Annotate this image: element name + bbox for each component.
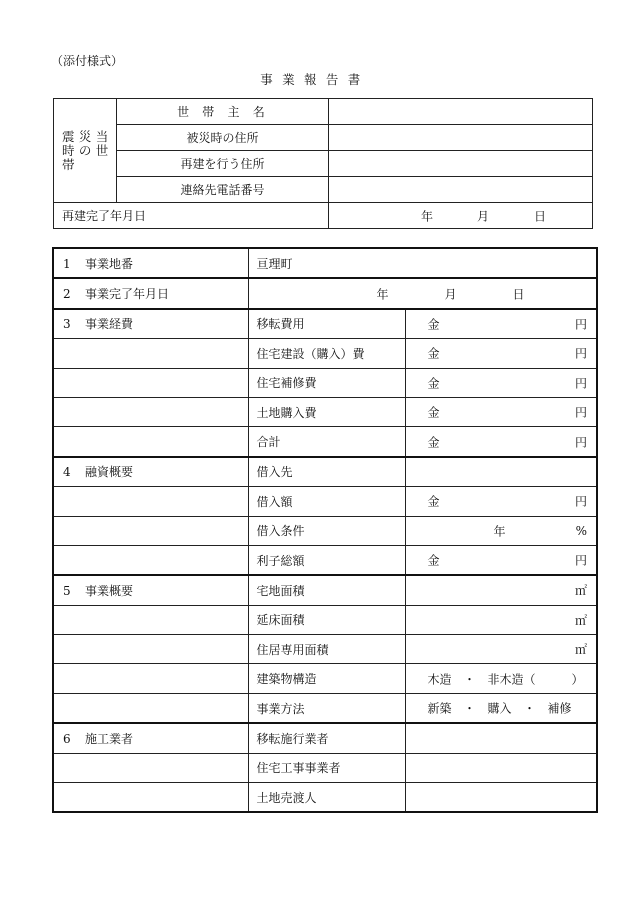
area-field[interactable] — [405, 575, 597, 605]
date-year: 年 — [376, 287, 389, 302]
document-title: 事業報告書 — [260, 72, 370, 87]
amount-prefix: 金 — [427, 405, 440, 420]
method-choice[interactable] — [405, 693, 597, 723]
section-label — [53, 248, 248, 278]
loan-terms-field[interactable] — [405, 516, 597, 545]
household-head-value[interactable] — [329, 99, 593, 125]
amount-field[interactable] — [405, 427, 597, 457]
project-table — [52, 247, 598, 813]
item-label: 延床面積 — [248, 605, 405, 634]
area-field[interactable] — [405, 605, 597, 634]
lender-field[interactable] — [405, 457, 597, 487]
terms-year-unit: 年 — [493, 524, 506, 539]
contractor-field[interactable] — [405, 783, 597, 813]
item-label: 借入条件 — [248, 516, 405, 545]
section-number: 2 — [63, 287, 71, 302]
structure-options: 木造 ・ 非木造（ ） — [427, 672, 584, 687]
area-unit: ㎡ — [575, 613, 588, 628]
amount-prefix: 金 — [427, 494, 440, 509]
section-title: 事業地番 — [85, 256, 134, 271]
item-label: 住居専用面積 — [248, 635, 405, 664]
section-label — [53, 457, 248, 487]
blank-cell — [53, 693, 248, 723]
section-title: 融資概要 — [85, 465, 134, 480]
item-label: 移転費用 — [248, 309, 405, 339]
blank-cell — [53, 397, 248, 426]
item-label: 住宅補修費 — [248, 368, 405, 397]
area-unit: ㎡ — [575, 642, 588, 657]
structure-choice[interactable] — [405, 664, 597, 693]
section-title: 事業概要 — [85, 583, 134, 598]
blank-cell — [53, 427, 248, 457]
item-label: 建築物構造 — [248, 664, 405, 693]
blank-cell — [53, 545, 248, 575]
amount-field[interactable] — [405, 339, 597, 368]
terms-rate-unit: % — [575, 523, 588, 538]
amount-field[interactable] — [405, 545, 597, 575]
section-number: 1 — [63, 256, 71, 271]
blank-cell — [53, 664, 248, 693]
household-group-label — [54, 99, 117, 203]
section-title: 施工業者 — [85, 731, 134, 746]
item-label: 土地購入費 — [248, 397, 405, 426]
rebuild-address-label: 再建を行う住所 — [117, 151, 329, 177]
blank-cell — [53, 487, 248, 516]
item-label: 借入額 — [248, 487, 405, 516]
blank-cell — [53, 516, 248, 545]
blank-cell — [53, 635, 248, 664]
blank-cell — [53, 753, 248, 782]
area-field[interactable] — [405, 635, 597, 664]
amount-unit: 円 — [575, 346, 588, 361]
disaster-address-label: 被災時の住所 — [117, 125, 329, 151]
section-label — [53, 278, 248, 308]
amount-prefix: 金 — [427, 317, 440, 332]
rebuild-address-value[interactable] — [329, 151, 593, 177]
amount-unit: 円 — [575, 376, 588, 391]
date-month: 月 — [477, 209, 490, 223]
section-number: 6 — [63, 731, 71, 746]
section-label — [53, 575, 248, 605]
rebuild-date-value[interactable] — [329, 203, 593, 229]
section-number: 4 — [63, 465, 71, 480]
amount-prefix: 金 — [427, 346, 440, 361]
section-title: 事業完了年月日 — [85, 287, 170, 302]
method-options: 新築 ・ 購入 ・ 補修 — [427, 701, 572, 716]
amount-prefix: 金 — [427, 553, 440, 568]
phone-label: 連絡先電話番号 — [117, 177, 329, 203]
amount-unit: 円 — [575, 553, 588, 568]
amount-prefix: 金 — [427, 435, 440, 450]
area-unit: ㎡ — [575, 583, 588, 598]
household-head-label: 世帯主名 — [117, 99, 329, 125]
item-label: 借入先 — [248, 457, 405, 487]
rebuild-date-label: 再建完了年月日 — [54, 203, 329, 229]
item-label: 利子総額 — [248, 545, 405, 575]
amount-prefix: 金 — [427, 376, 440, 391]
household-group-label-line: 時の世 — [62, 142, 113, 158]
section-title: 事業経費 — [85, 317, 134, 332]
amount-unit: 円 — [575, 435, 588, 450]
household-table — [53, 98, 593, 229]
blank-cell — [53, 368, 248, 397]
site-lot-value[interactable]: 亘理町 — [248, 248, 597, 278]
date-day: 日 — [534, 209, 547, 223]
date-day: 日 — [512, 287, 525, 302]
item-label: 宅地面積 — [248, 575, 405, 605]
section-number: 3 — [63, 317, 71, 332]
amount-unit: 円 — [575, 494, 588, 509]
blank-cell — [53, 339, 248, 368]
item-label: 合計 — [248, 427, 405, 457]
item-label: 住宅工事事業者 — [248, 753, 405, 782]
amount-field[interactable] — [405, 487, 597, 516]
amount-unit: 円 — [575, 405, 588, 420]
contractor-field[interactable] — [405, 723, 597, 753]
item-label: 土地売渡人 — [248, 783, 405, 813]
amount-field[interactable] — [405, 368, 597, 397]
date-month: 月 — [444, 287, 457, 302]
date-year: 年 — [421, 209, 434, 223]
item-label: 事業方法 — [248, 693, 405, 723]
amount-field[interactable] — [405, 397, 597, 426]
item-label: 移転施行業者 — [248, 723, 405, 753]
phone-value[interactable] — [329, 177, 593, 203]
amount-unit: 円 — [575, 317, 588, 332]
blank-cell — [53, 783, 248, 813]
attachment-label: （添付様式） — [51, 54, 124, 68]
section-label — [53, 309, 248, 339]
section-label — [53, 723, 248, 753]
contractor-field[interactable] — [405, 753, 597, 782]
section-number: 5 — [63, 583, 71, 598]
disaster-address-value[interactable] — [329, 125, 593, 151]
item-label: 住宅建設（購入）費 — [248, 339, 405, 368]
household-group-label-line: 震災当 — [62, 128, 113, 144]
household-group-label-line: 帯 — [62, 156, 79, 172]
blank-cell — [53, 605, 248, 634]
completion-date-value[interactable] — [248, 278, 597, 308]
amount-field[interactable] — [405, 309, 597, 339]
